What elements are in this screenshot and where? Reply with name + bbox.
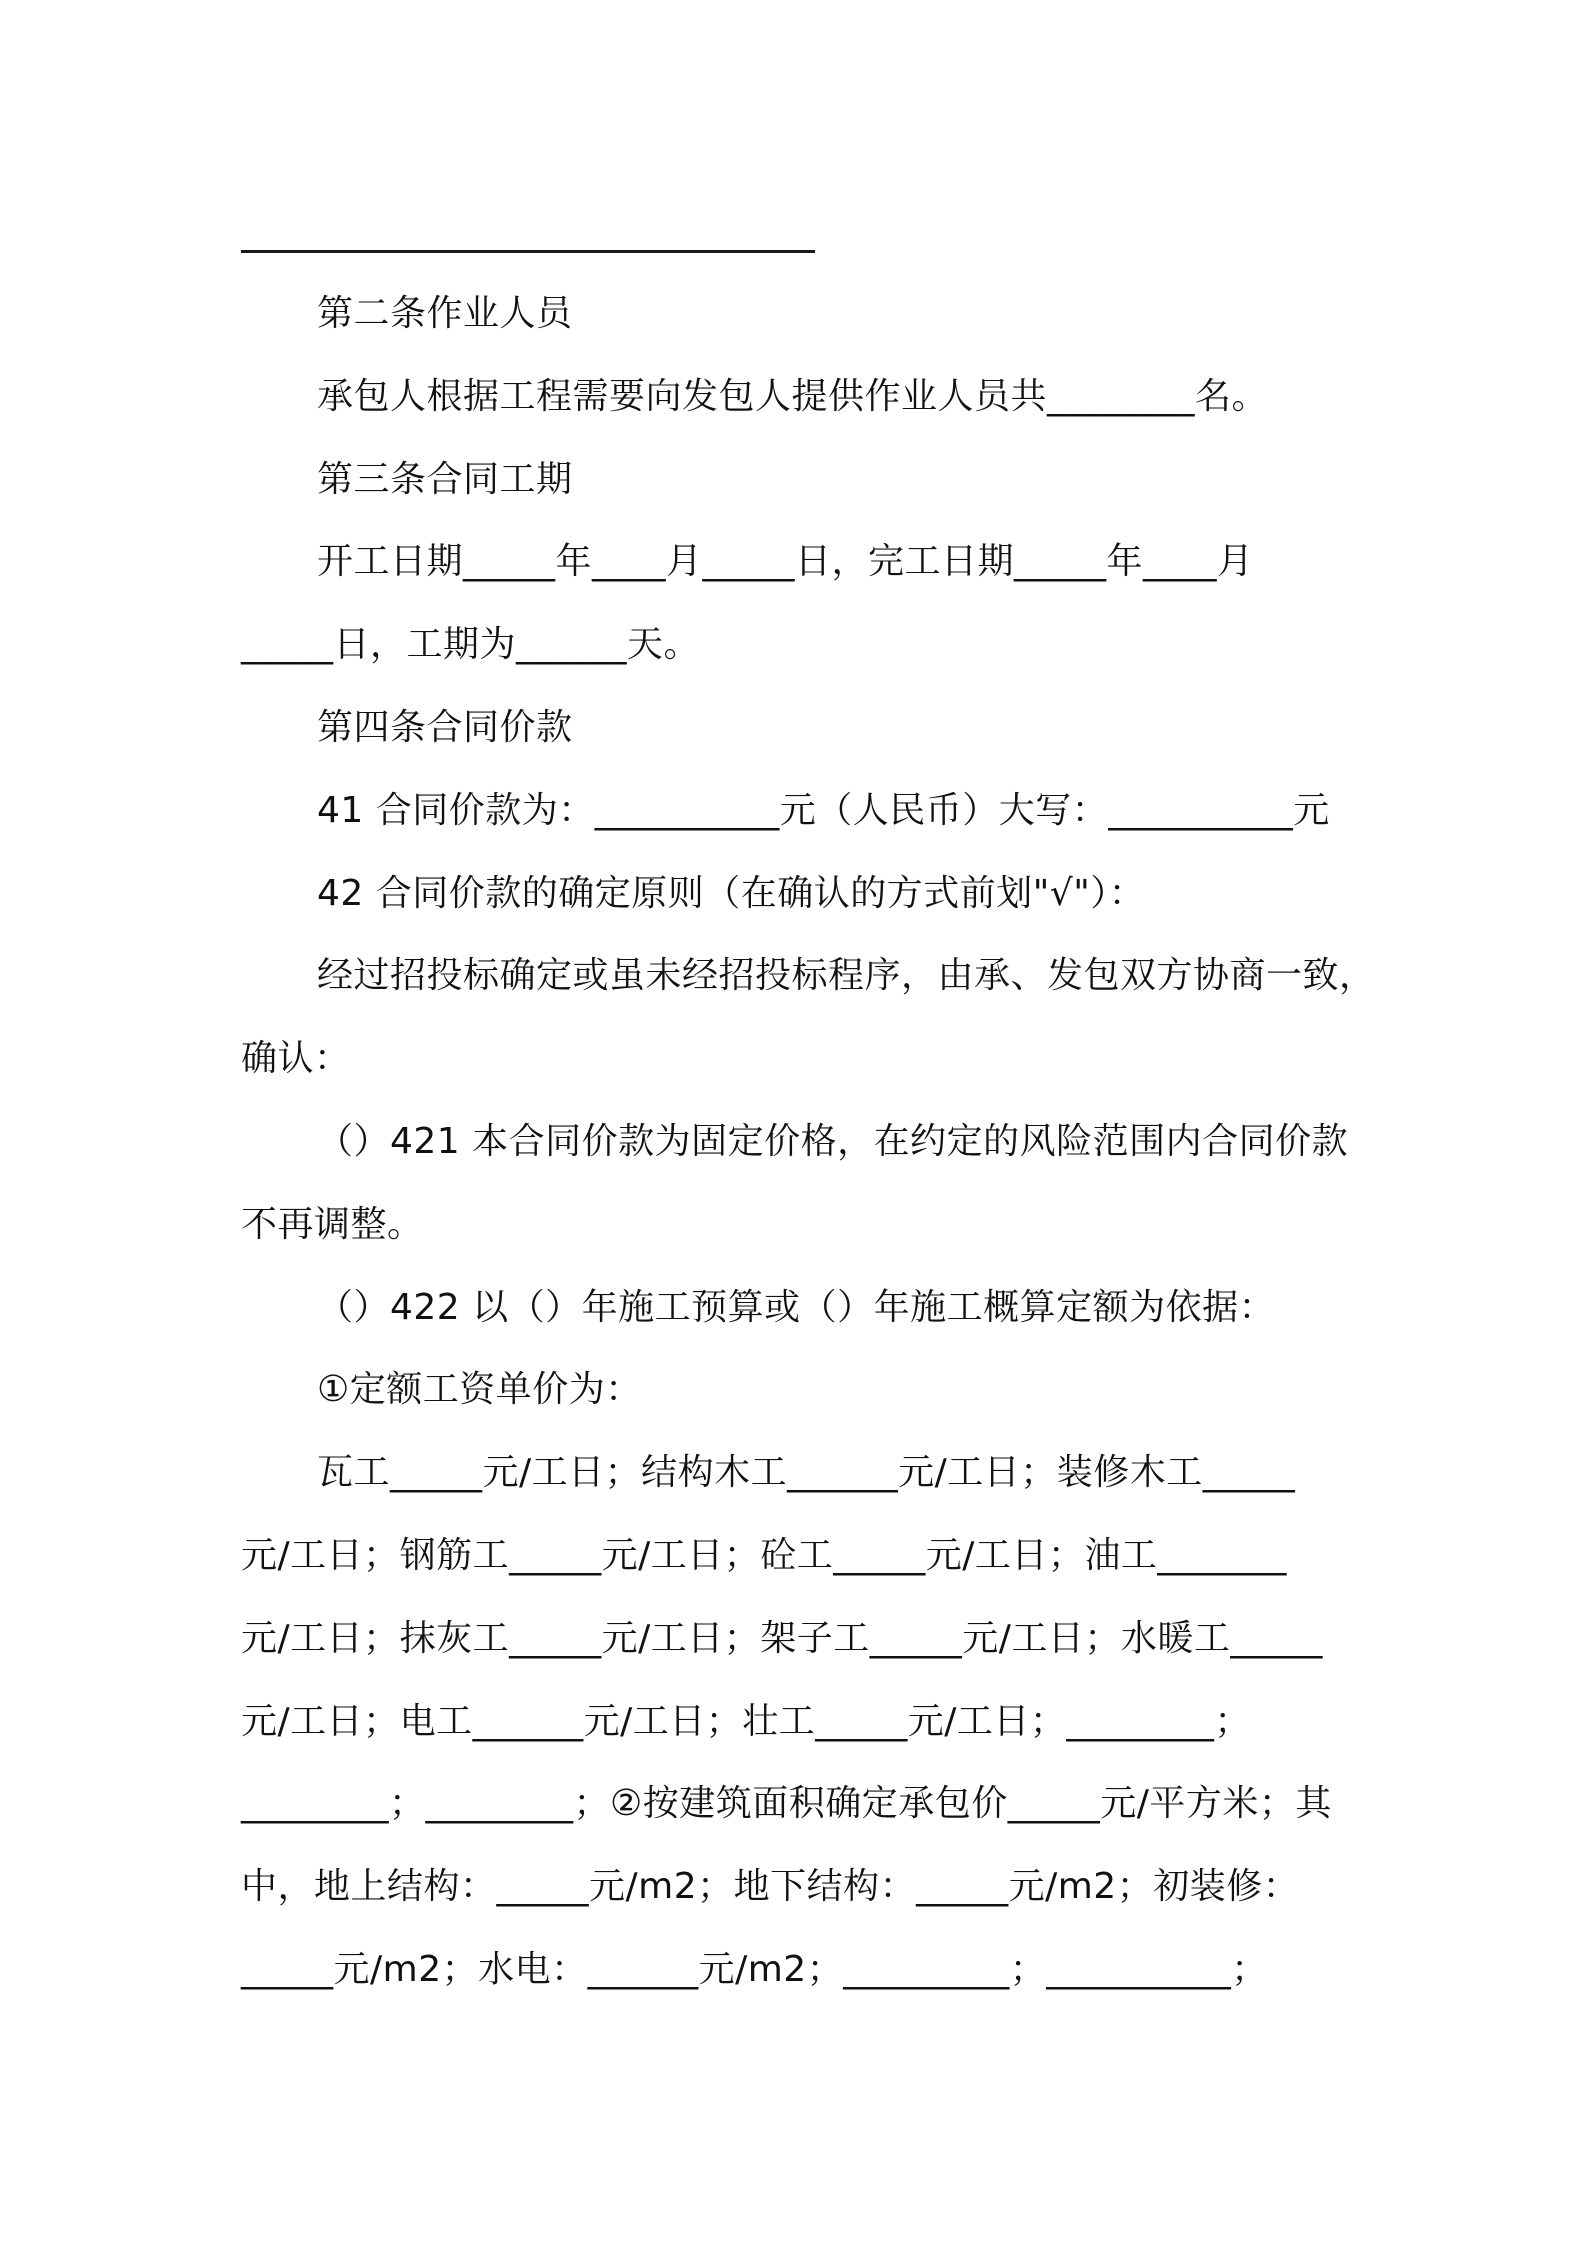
- article-3-heading: 第三条合同工期: [317, 459, 573, 500]
- paragraph-line: 元/工日；钢筋工_____元/工日；砼工_____元/工日；油工_______: [241, 1535, 1287, 1576]
- paragraph-line: 中，地上结构：_____元/m2；地下结构：_____元/m2；初装修：: [241, 1866, 1300, 1907]
- paragraph-line: 开工日期_____年____月_____日，完工日期_____年____月: [317, 541, 1254, 582]
- paragraph-line: （）422 以（）年施工预算或（）年施工概算定额为依据：: [317, 1287, 1276, 1328]
- top-blank-rule: [241, 250, 815, 253]
- paragraph-line: 元/工日；抹灰工_____元/工日；架子工_____元/工日；水暖工_____: [241, 1618, 1323, 1659]
- paragraph-line: _____元/m2；水电：______元/m2；_________；__________；: [241, 1949, 1268, 1990]
- paragraph-line: ________；________；②按建筑面积确定承包价_____元/平方米；其: [241, 1783, 1332, 1824]
- paragraph-line: _____日，工期为______天。: [241, 624, 701, 665]
- paragraph-line: 确认：: [241, 1038, 351, 1079]
- paragraph-line: ①定额工资单价为：: [317, 1369, 642, 1410]
- paragraph-line: 不再调整。: [241, 1204, 424, 1245]
- paragraph-line: 承包人根据工程需要向发包人提供作业人员共________名。: [317, 376, 1269, 417]
- paragraph-line: 元/工日；电工______元/工日；壮工_____元/工日；________；: [241, 1701, 1251, 1742]
- paragraph-line: 经过招投标确定或虽未经招投标程序，由承、发包双方协商一致，: [317, 955, 1376, 996]
- paragraph-line: 瓦工_____元/工日；结构木工______元/工日；装修木工_____: [317, 1452, 1296, 1493]
- article-4-heading: 第四条合同价款: [317, 707, 573, 748]
- paragraph-line: （）421 本合同价款为固定价格，在约定的风险范围内合同价款: [317, 1121, 1349, 1162]
- paragraph-line: 42 合同价款的确定原则（在确认的方式前划"√"）：: [317, 873, 1146, 914]
- paragraph-line: 41 合同价款为：__________元（人民币）大写：__________元: [317, 790, 1330, 831]
- article-2-heading: 第二条作业人员: [317, 293, 573, 334]
